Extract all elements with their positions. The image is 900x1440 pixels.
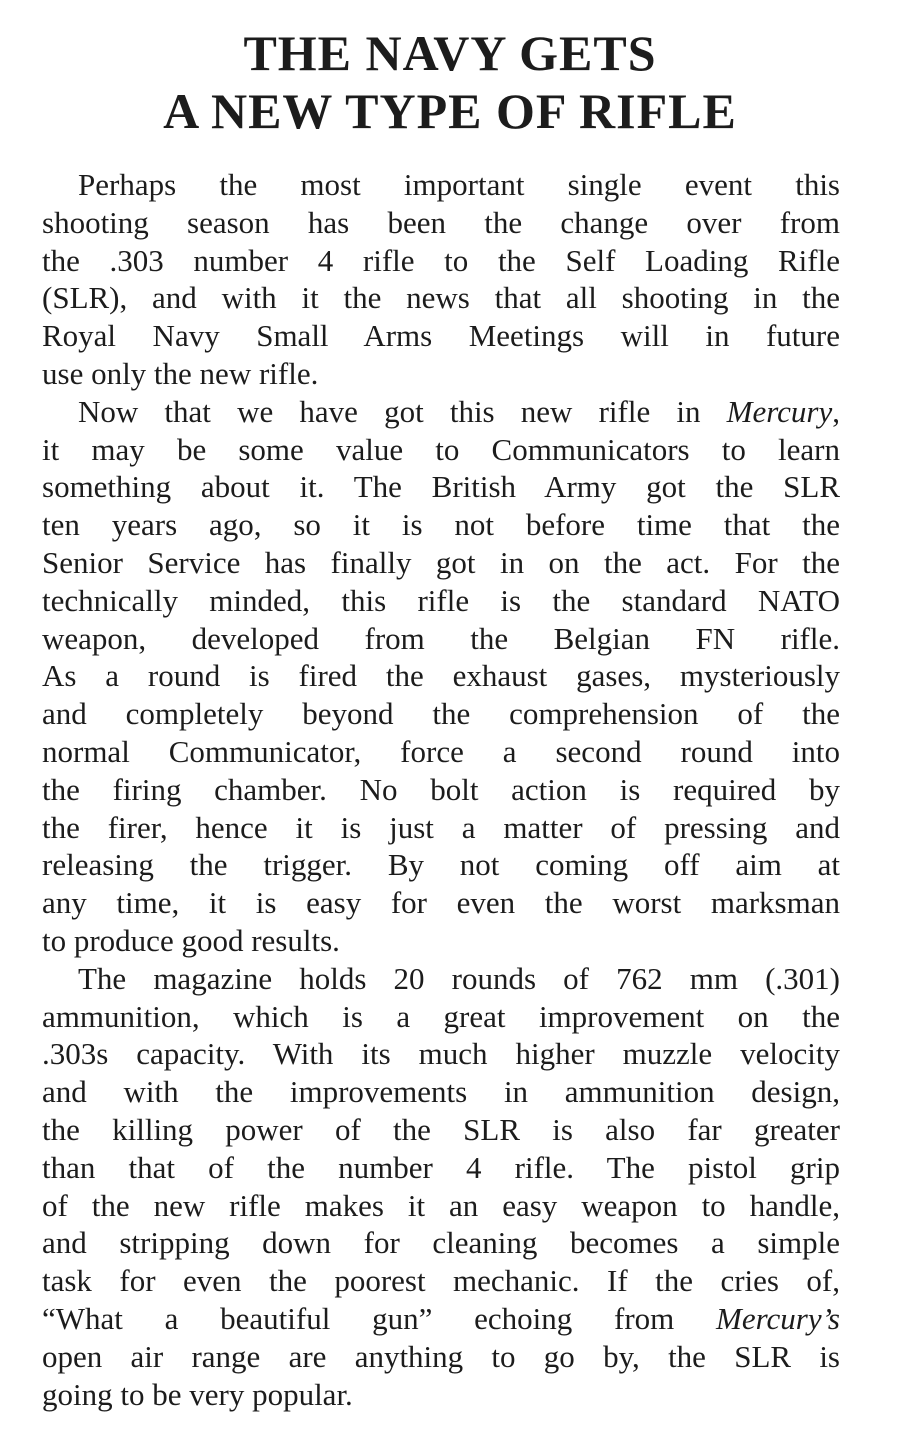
text-segment: to produce good results. bbox=[42, 922, 340, 958]
text-segment: and with the improvements in ammunition design, bbox=[42, 1074, 840, 1110]
paragraph-line bbox=[42, 846, 840, 884]
italic-text: Mercury bbox=[726, 393, 833, 429]
text-segment: technically minded, this rifle is the standard NATO bbox=[42, 582, 840, 618]
text-segment: ammunition, which is a great improvement on the bbox=[42, 998, 840, 1034]
text-segment: and stripping down for cleaning becomes a simple bbox=[42, 1225, 840, 1261]
text-segment: the killing power of the SLR is also far greater bbox=[42, 1111, 840, 1147]
text-segment: Perhaps the most important single event this bbox=[78, 167, 840, 202]
paragraph-line bbox=[42, 1262, 840, 1300]
article-paragraph bbox=[42, 393, 840, 960]
article-title bbox=[0, 24, 900, 140]
paragraph-line bbox=[42, 1073, 840, 1111]
text-segment: Senior Service has finally got in on the act. For the bbox=[42, 544, 840, 580]
paragraph-line bbox=[42, 998, 840, 1036]
text-segment: the firer, hence it is just a matter of pressing and bbox=[42, 809, 840, 845]
article-body bbox=[42, 166, 840, 1413]
paragraph-line bbox=[42, 204, 840, 242]
paragraph-line bbox=[42, 279, 840, 317]
paragraph-line bbox=[42, 809, 840, 847]
text-segment: shooting season has been the change over from bbox=[42, 204, 840, 240]
text-segment: of the new rifle makes it an easy weapon to handle, bbox=[42, 1187, 840, 1223]
paragraph-line bbox=[42, 657, 840, 695]
article-title-line: A NEW TYPE OF RIFLE bbox=[163, 83, 737, 139]
paragraph-line bbox=[42, 393, 840, 431]
paragraph-line bbox=[42, 922, 840, 960]
text-segment: Royal Navy Small Arms Meetings will in future bbox=[42, 318, 840, 354]
text-segment: it may be some value to Communicators to learn bbox=[42, 431, 840, 467]
text-segment: the .303 number 4 rifle to the Self Loading Rifle bbox=[42, 242, 840, 278]
text-segment: releasing the trigger. By not coming off aim at bbox=[42, 847, 840, 883]
italic-text: Mercury’s bbox=[716, 1300, 840, 1336]
text-segment: ten years ago, so it is not before time that the bbox=[42, 507, 840, 543]
paragraph-line bbox=[42, 1149, 840, 1187]
paragraph-line bbox=[42, 544, 840, 582]
paragraph-line bbox=[42, 1035, 840, 1073]
text-segment: weapon, developed from the Belgian FN rifle. bbox=[42, 620, 840, 656]
text-segment: any time, it is easy for even the worst marksman bbox=[42, 885, 840, 921]
paragraph-line bbox=[42, 317, 840, 355]
paragraph-line bbox=[42, 242, 840, 280]
text-segment: “What a beautiful gun” echoing from bbox=[42, 1300, 717, 1336]
text-segment: The magazine holds 20 rounds of 762 mm (.301) bbox=[78, 960, 840, 996]
text-segment: task for even the poorest mechanic. If the cries of, bbox=[42, 1263, 840, 1299]
paragraph-line bbox=[42, 960, 840, 998]
paragraph-line bbox=[42, 1224, 840, 1262]
paragraph-line bbox=[42, 884, 840, 922]
text-segment: , bbox=[832, 393, 840, 429]
paragraph-line bbox=[42, 1338, 840, 1376]
text-segment: going to be very popular. bbox=[42, 1376, 353, 1412]
paragraph-line bbox=[42, 506, 840, 544]
text-segment: the firing chamber. No bolt action is required by bbox=[42, 771, 840, 807]
text-segment: As a round is fired the exhaust gases, mysteriously bbox=[42, 658, 840, 694]
paragraph-line bbox=[42, 1111, 840, 1149]
paragraph-line bbox=[42, 431, 840, 469]
paragraph-line bbox=[42, 1376, 840, 1414]
text-segment: use only the new rifle. bbox=[42, 355, 319, 391]
text-segment: normal Communicator, force a second round into bbox=[42, 733, 840, 769]
text-segment: than that of the number 4 rifle. The pistol grip bbox=[42, 1149, 840, 1185]
article-paragraph bbox=[42, 166, 840, 393]
text-segment: and completely beyond the comprehension of the bbox=[42, 696, 840, 732]
text-segment: Now that we have got this new rifle in bbox=[78, 393, 727, 429]
text-segment: something about it. The British Army got the SLR bbox=[42, 469, 840, 505]
paragraph-line bbox=[42, 468, 840, 506]
paragraph-line bbox=[42, 620, 840, 658]
text-segment: open air range are anything to go by, the SLR is bbox=[42, 1338, 840, 1374]
paragraph-line bbox=[42, 695, 840, 733]
article-title-line: THE NAVY GETS bbox=[243, 25, 657, 81]
article-paragraph bbox=[42, 960, 840, 1414]
paragraph-line bbox=[42, 1300, 840, 1338]
paragraph-line bbox=[42, 771, 840, 809]
text-segment: .303s capacity. With its much higher muzzle velocity bbox=[42, 1036, 840, 1072]
paragraph-line bbox=[42, 166, 840, 204]
paragraph-line bbox=[42, 582, 840, 620]
paragraph-line bbox=[42, 733, 840, 771]
paragraph-line bbox=[42, 355, 840, 393]
text-segment: (SLR), and with it the news that all shooting in the bbox=[42, 280, 840, 316]
paragraph-line bbox=[42, 1187, 840, 1225]
